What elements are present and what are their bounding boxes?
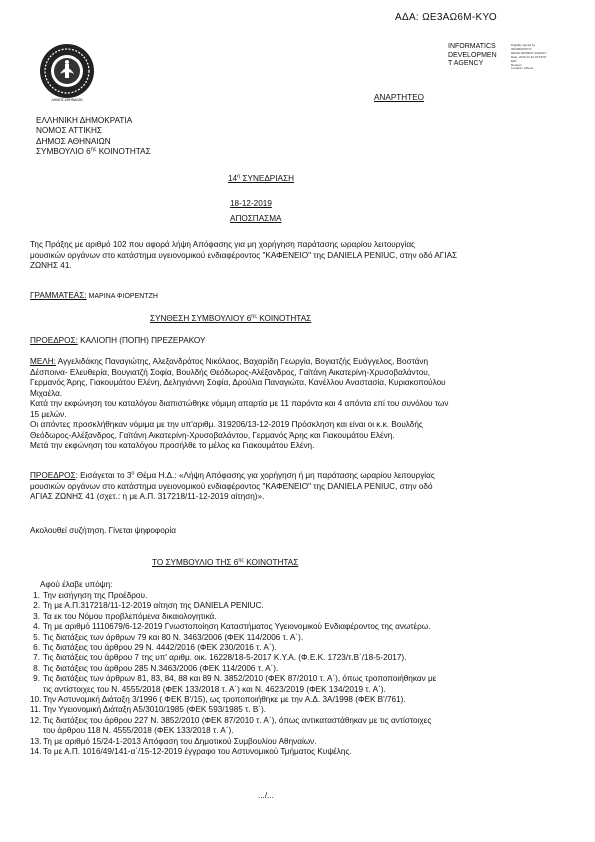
consideration-text: Τις διατάξεις του άρθρου 29 Ν. 4442/2016 (ΦΕΚ 230/2016 τ. Α΄). xyxy=(43,643,277,653)
consideration-item xyxy=(30,695,575,705)
members-line: Μιχαέλα. xyxy=(30,388,63,398)
posted-label: ΑΝΑΡΤΗΤΕΟ xyxy=(374,93,425,102)
topic-line: ΑΓΙΑΣ ΖΩΝΗΣ 41 (σχετ.: η με Α.Π. 317218/11-12-2019 αίτηση)». xyxy=(30,492,265,501)
consideration-text: Τις διατάξεις του άρθρου 285 Ν.3463/2006 (ΦΕΚ 114/2006 τ. Α΄). xyxy=(43,663,279,673)
signature-line: DEVELOPMENT AGENCY xyxy=(511,50,547,55)
topic-block xyxy=(30,471,575,503)
secretary: ΓΡΑΜΜΑΤΕΑΣ: ΜΑΡΙΝΑ ΦΙΟΡΕΝΤΖΗ xyxy=(30,291,158,300)
members-line: ΜΕΛΗ: Αγγελιδάκης Παναγιώτης, Αλεξανδράτος Νικόλαος, Βαχαρίδη Γεωργία, Βογιατζής Ευάγγελος, Βοστάνη xyxy=(30,357,429,366)
authority-line: ΝΟΜΟΣ ΑΤΤΙΚΗΣ xyxy=(36,126,102,136)
quorum-line: Κατά την εκφώνηση του καταλόγου διαπιστώθηκε νόμιμη απαρτία με 11 παρόντα και 4 απόντα επί του συνόλου των xyxy=(30,399,449,408)
logo-caption: ΔΗΜΟΣ ΑΘΗΝΑΙΩΝ xyxy=(51,98,83,102)
consideration-text: Τη με Α.Π.317218/11-12-2019 αίτηση της DANIELA PENIUC. xyxy=(43,601,264,611)
quorum-line: Θεόδωρος-Αλέξανδρος, Γαϊτάνη Αικατερίνη-Χρυσοβαλάντου, Γερμανός Άρης και Γιακουμάτου Ελένη. xyxy=(30,430,395,440)
council-title: ΤΟ ΣΥΜΒΟΥΛΙΟ ΤΗΣ $6^{\eta\varsigma}$ ΚΟΙΝΟΤΗΤΑΣ xyxy=(152,557,299,567)
consideration-number: 10. xyxy=(30,695,42,705)
signature-line: Location: Athens xyxy=(511,66,534,71)
consideration-number: 9. xyxy=(33,674,40,684)
considerations-list xyxy=(30,591,575,758)
signature-line: INFORMATICS xyxy=(511,46,532,51)
intro-line: ΖΩΝΗΣ 41. xyxy=(30,261,72,270)
signing-agency xyxy=(448,43,500,69)
consideration-text: του άρθρου 118 Ν. 4555/2018 (ΦΕΚ 133/2018 τ. Α΄). xyxy=(43,726,234,736)
consideration-text: Τις διατάξεις των άρθρων 81, 83, 84, 88 και 89 Ν. 3852/2010 (ΦΕΚ 87/2010 τ. Α΄), όπως τροποποιήθηκαν με xyxy=(43,674,437,684)
quorum-line: 15 μελών. xyxy=(30,409,67,419)
consideration-text: Την Υγειονομική Διάταξη Α5/3010/1985 (ΦΕΚ 593/1985 τ. Β΄). xyxy=(43,705,267,715)
consideration-item xyxy=(30,633,575,643)
members-line: Δέσποινα- Ελευθερία, Βουγιατζή Σοφία, Βουλδής Θεόδωρος-Αλέξανδρος, Γαϊτάνη Αικατερίνη-Χρυσοβαλάντου, xyxy=(30,367,431,377)
agency-line: DEVELOPMEN xyxy=(448,51,497,59)
consideration-number: 3. xyxy=(33,611,40,621)
consideration-item xyxy=(30,674,575,684)
signature-line: Date: 2019.12.20 15:50:57 xyxy=(511,54,547,59)
consideration-number: 8. xyxy=(33,663,40,673)
consideration-item xyxy=(30,705,575,715)
consideration-item xyxy=(30,643,575,653)
consideration-number: 5. xyxy=(33,632,40,642)
consideration-text: Την εισήγηση της Προέδρου. xyxy=(43,591,148,600)
consideration-text: Τις διατάξεις του άρθρου 7 της υπ' αριθμ. οικ. 16228/18-5-2017 Κ.Υ.Α. (Φ.Ε.Κ. 1723/τ.Β΄/18-5-2017). xyxy=(43,653,407,663)
consideration-number: 7. xyxy=(33,653,40,663)
consideration-item xyxy=(30,685,575,695)
authority-council: ΣΥΜΒΟΥΛΙΟ $6^{\eta\varsigma}$ ΚΟΙΝΟΤΗΤΑΣ xyxy=(36,146,151,157)
consideration-item xyxy=(30,612,575,622)
issuing-authority xyxy=(36,116,151,158)
members-block xyxy=(30,357,575,452)
consideration-number: 6. xyxy=(33,643,40,653)
topic-line: μουσικών οργάνων στο κατάστημα υγειονομικού ενδιαφέροντος "ΚΑΦΕΝΕΙΟ" της DANIELA PENIUC, στην οδό xyxy=(30,481,433,491)
intro-line: μουσικών οργάνων στο κατάστημα υγειονομικού ενδιαφέροντος "ΚΑΦΕΝΕΙΟ" της DANIELA PENIUC, στην οδό ΑΓΙΑΣ xyxy=(30,250,458,260)
signature-line: Digitally signed by xyxy=(511,43,536,47)
signature-line: EET xyxy=(511,58,517,63)
quorum-line: Μετά την εκφώνηση του καταλόγου προσήλθε το μέλος κα Γιακουμάτου Ελένη. xyxy=(30,441,315,450)
consideration-item xyxy=(30,664,575,674)
consideration-item xyxy=(30,622,575,632)
quorum-line: Οι απόντες προσκλήθηκαν νόμιμα με την υπ'αριθμ. 319206/13-12-2019 Πρόσκληση και είναι οι κ.κ. Βουλδής xyxy=(30,420,423,429)
extract-title: ΑΠΟΣΠΑΣΜΑ xyxy=(230,214,282,223)
consideration-text: τις αντίστοιχες του Ν. 4555/2018 (ΦΕΚ 133/2018 τ. Α΄) και Ν. 4623/2019 (ΦΕΚ 134/2019 τ. Α΄). xyxy=(43,684,386,694)
consideration-item xyxy=(30,591,575,601)
municipality-logo xyxy=(38,42,96,100)
consideration-number: 11. xyxy=(30,705,41,715)
chair: ΠΡΟΕΔΡΟΣ: ΚΑΛΙΟΠΗ (ΠΟΠΗ) ΠΡΕΖΕΡΑΚΟΥ xyxy=(30,336,206,345)
digital-signature-details xyxy=(511,44,561,71)
consideration-item xyxy=(30,653,575,663)
consideration-item xyxy=(30,716,575,726)
consideration-number: 1. xyxy=(33,591,40,600)
consideration-text: Τα εκ του Νόμου προβλεπόμενα δικαιολογητικά. xyxy=(43,611,217,621)
consideration-item xyxy=(30,726,575,736)
consideration-number: 2. xyxy=(33,601,40,611)
intro-line: Της Πράξης με αριθμό 102 που αφορά λήψη Απόφασης για μη χορήγηση παράτασης ωραρίου λειτουργίας xyxy=(30,240,415,249)
signature-line: Reason: xyxy=(511,62,523,67)
consideration-item xyxy=(30,737,575,747)
session-title: $14^\eta$ ΣΥΝΕΔΡΙΑΣΗ xyxy=(228,173,294,183)
members-line: Γερμανός Άρης, Γιακουμάτου Ελένη, Δεληγιάννη Σοφία, Δρούλια Παναγιώτα, Κανέλλου Αναστασία, Κυριακοπούλου xyxy=(30,378,446,387)
authority-line: ΔΗΜΟΣ ΑΘΗΝΑΙΩΝ xyxy=(36,136,111,146)
consideration-number: 14. xyxy=(30,747,42,757)
consideration-text: Τις διατάξεις του άρθρου 227 Ν. 3852/2010 (ΦΕΚ 87/2010 τ. Α΄), όπως αντικαταστάθηκαν με τις αντίστοιχες xyxy=(43,715,432,725)
consideration-number: 4. xyxy=(33,622,40,632)
consideration-item xyxy=(30,601,575,611)
continuation-mark: .../... xyxy=(258,791,274,800)
act-intro xyxy=(30,240,570,272)
discussion-note: Ακολουθεί συζήτηση. Γίνεται ψηφοφορία xyxy=(30,526,176,535)
consideration-number: 12. xyxy=(30,715,42,725)
agency-line: INFORMATICS xyxy=(448,43,496,50)
consideration-number: 13. xyxy=(30,736,42,746)
agency-line: T AGENCY xyxy=(448,60,484,68)
consideration-text: Το με Α.Π. 1016/49/141-α΄/15-12-2019 έγγραφο του Αστυνομικού Τμήματος Κυψέλης. xyxy=(43,747,352,757)
considerations-heading: Αφού έλαβε υπόψη: xyxy=(40,580,113,589)
topic-line: ΠΡΟΕΔΡΟΣ: Εισάγεται το $3^o$ Θέμα Η.Δ.: «Λήψη Απόφασης για χορήγηση ή μη παράτασης ωραρίου λειτουργίας xyxy=(30,470,435,480)
consideration-text: Τη με αριθμό 1110679/6-12-2019 Γνωστοποίηση Καταστήματος Υγειονομικού Ενδιαφέροντος της ανωτέρω. xyxy=(43,622,431,632)
composition-title: ΣΥΝΘΕΣΗ ΣΥΜΒΟΥΛΙΟΥ $6^{\eta\varsigma}$ ΚΟΙΝΟΤΗΤΑΣ xyxy=(150,313,312,323)
consideration-text: Την Αστυνομική Διάταξη 3/1996 ( ΦΕΚ Β'/15), ως τροποποιήθηκε με την Α.Δ. 3Α/1998 (ΦΕΚ Β'/761). xyxy=(43,695,406,705)
city-seal-icon xyxy=(38,42,96,100)
consideration-item xyxy=(30,747,575,757)
session-date: 18-12-2019 xyxy=(230,199,272,208)
consideration-text: Τη με αριθμό 15/24-1-2013 Απόφαση του Δημοτικού Συμβουλίου Αθηναίων. xyxy=(43,736,317,746)
ada-code: ΑΔΑ: ΩΕ3ΑΩ6Μ-ΚΥΟ xyxy=(395,12,498,23)
authority-line: ΕΛΛΗΝΙΚΗ ΔΗΜΟΚΡΑΤΙΑ xyxy=(36,116,133,125)
consideration-text: Τις διατάξεις των άρθρων 79 και 80 Ν. 3463/2006 (ΦΕΚ 114/2006 τ. Α΄). xyxy=(43,632,304,642)
